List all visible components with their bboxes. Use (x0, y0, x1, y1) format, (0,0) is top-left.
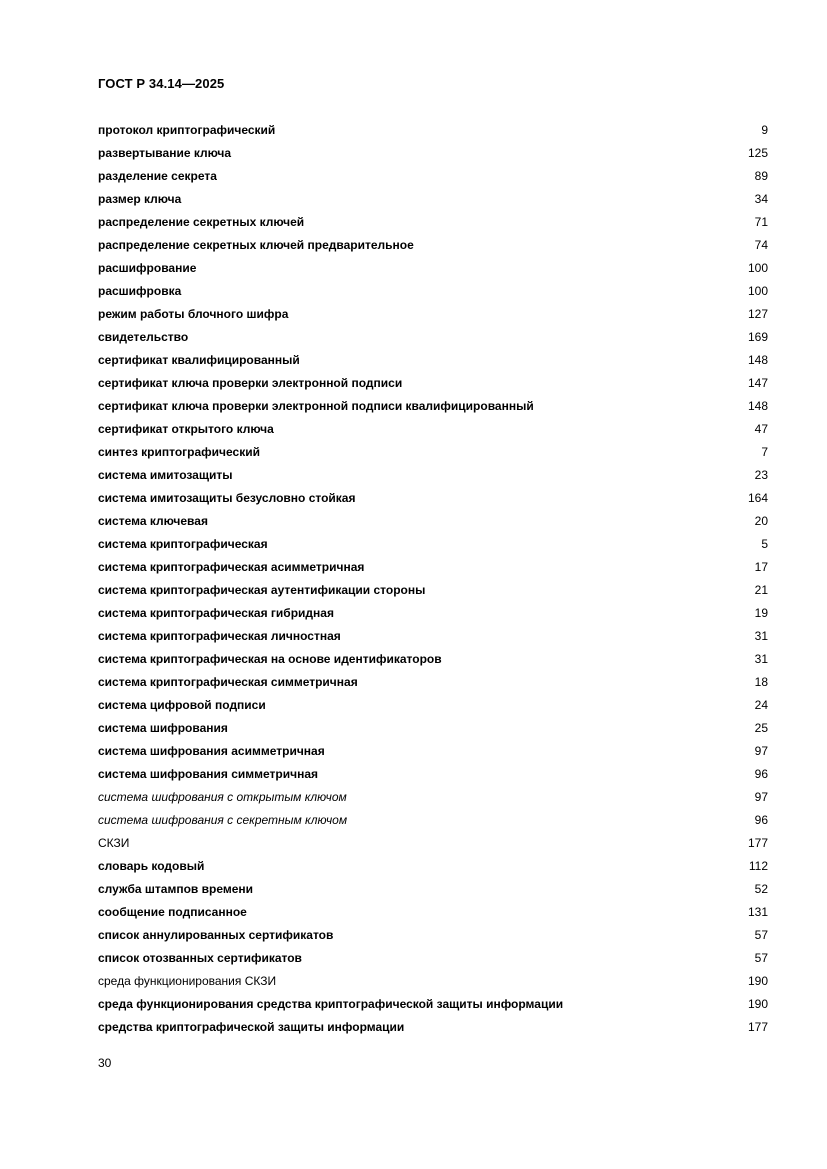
index-entry (98, 282, 768, 305)
index-term: синтез криптографический (98, 445, 260, 459)
index-term: система криптографическая асимметричная (98, 560, 365, 574)
index-term: список отозванных сертификатов (98, 951, 302, 965)
index-page-ref: 18 (754, 675, 768, 689)
index-page-ref: 148 (747, 353, 768, 367)
index-entry (98, 167, 768, 190)
index-term: словарь кодовый (98, 859, 205, 873)
index-entry (98, 742, 768, 765)
index-page-ref: 89 (754, 169, 768, 183)
index-term: система шифрования с секретным ключом (98, 813, 348, 827)
index-page-ref: 71 (754, 215, 768, 229)
index-entry (98, 673, 768, 696)
index-page-ref: 177 (747, 836, 768, 850)
index-entry (98, 627, 768, 650)
index-term: система криптографическая личностная (98, 629, 341, 643)
index-page-ref: 47 (754, 422, 768, 436)
index-entry (98, 190, 768, 213)
index-page-ref: 148 (747, 399, 768, 413)
index-page-ref: 127 (747, 307, 768, 321)
page-header: ГОСТ Р 34.14—2025 (98, 76, 225, 91)
index-term: распределение секретных ключей (98, 215, 305, 229)
index-entry (98, 305, 768, 328)
index-term: сертификат ключа проверки электронной подписи квалифицированный (98, 399, 534, 413)
index-entry (98, 558, 768, 581)
index-page-ref: 20 (754, 514, 768, 528)
index-term: служба штампов времени (98, 882, 254, 896)
index-entry (98, 880, 768, 903)
index-entry (98, 121, 768, 144)
index-term: система шифрования (98, 721, 228, 735)
index-term: список аннулированных сертификатов (98, 928, 334, 942)
index-term: система криптографическая (98, 537, 268, 551)
index-entry (98, 443, 768, 466)
index-entry (98, 1018, 768, 1041)
index-term: сертификат ключа проверки электронной подписи (98, 376, 403, 390)
index-page-ref: 97 (754, 744, 768, 758)
index-entry (98, 144, 768, 167)
index-entry (98, 995, 768, 1018)
index-page-ref: 57 (754, 951, 768, 965)
index-page-ref: 19 (754, 606, 768, 620)
index-entry (98, 581, 768, 604)
index-page-ref: 177 (747, 1020, 768, 1034)
index-entry (98, 903, 768, 926)
index-term: система криптографическая аутентификации стороны (98, 583, 426, 597)
index-entry (98, 972, 768, 995)
index-entry (98, 604, 768, 627)
index-entry (98, 650, 768, 673)
index-entry (98, 926, 768, 949)
index-page-ref: 21 (754, 583, 768, 597)
index-term: система криптографическая симметричная (98, 675, 358, 689)
index-term: система имитозащиты безусловно стойкая (98, 491, 356, 505)
index-term: система шифрования симметричная (98, 767, 319, 781)
index-entry (98, 236, 768, 259)
index-entry (98, 489, 768, 512)
index-term: сертификат квалифицированный (98, 353, 300, 367)
index-term: система имитозащиты (98, 468, 233, 482)
index-term: система ключевая (98, 514, 208, 528)
index-page-ref: 147 (747, 376, 768, 390)
index-entry (98, 420, 768, 443)
index-entry (98, 351, 768, 374)
index-page-ref: 96 (754, 813, 768, 827)
index-page-ref: 97 (754, 790, 768, 804)
index-page-ref: 52 (754, 882, 768, 896)
index-page-ref: 57 (754, 928, 768, 942)
index-page-ref: 5 (761, 537, 768, 551)
page-number: 30 (98, 1056, 112, 1070)
index-term: система криптографическая на основе идентификаторов (98, 652, 442, 666)
index-entry (98, 788, 768, 811)
index-entry (98, 696, 768, 719)
index-term: развертывание ключа (98, 146, 232, 160)
index-entry (98, 834, 768, 857)
index-page-ref: 34 (754, 192, 768, 206)
index-entry (98, 397, 768, 420)
index-term: среда функционирования СКЗИ (98, 974, 277, 988)
index-entry (98, 374, 768, 397)
index-entry (98, 811, 768, 834)
index-term: расшифрование (98, 261, 197, 275)
index-page-ref: 190 (747, 974, 768, 988)
index-page-ref: 100 (747, 261, 768, 275)
index-entry (98, 213, 768, 236)
index-term: среда функционирования средства криптографической защиты информации (98, 997, 564, 1011)
index-term: система цифровой подписи (98, 698, 266, 712)
index-page-ref: 31 (754, 629, 768, 643)
index-page-ref: 96 (754, 767, 768, 781)
index-term: распределение секретных ключей предварительное (98, 238, 414, 252)
index-page-ref: 9 (761, 123, 768, 137)
index-term: расшифровка (98, 284, 182, 298)
index-entry (98, 765, 768, 788)
index-entry (98, 857, 768, 880)
index-page-ref: 169 (747, 330, 768, 344)
index-page-ref: 31 (754, 652, 768, 666)
index-page-ref: 17 (754, 560, 768, 574)
alphabetical-index (98, 121, 768, 1041)
index-term: размер ключа (98, 192, 182, 206)
index-page-ref: 23 (754, 468, 768, 482)
index-entry (98, 535, 768, 558)
index-term: протокол криптографический (98, 123, 276, 137)
index-page-ref: 190 (747, 997, 768, 1011)
index-page-ref: 100 (747, 284, 768, 298)
index-page-ref: 125 (747, 146, 768, 160)
index-term: система шифрования асимметричная (98, 744, 325, 758)
index-entry (98, 719, 768, 742)
index-page-ref: 24 (754, 698, 768, 712)
index-page-ref: 25 (754, 721, 768, 735)
index-term: режим работы блочного шифра (98, 307, 289, 321)
index-page-ref: 74 (754, 238, 768, 252)
index-entry (98, 328, 768, 351)
index-term: разделение секрета (98, 169, 217, 183)
index-page-ref: 164 (747, 491, 768, 505)
index-term: сертификат открытого ключа (98, 422, 274, 436)
index-term: система шифрования с открытым ключом (98, 790, 347, 804)
index-page-ref: 7 (761, 445, 768, 459)
index-page-ref: 112 (748, 859, 768, 873)
index-term: средства криптографической защиты информации (98, 1020, 405, 1034)
index-entry (98, 949, 768, 972)
index-term: СКЗИ (98, 836, 130, 850)
index-entry (98, 466, 768, 489)
index-term: сообщение подписанное (98, 905, 247, 919)
index-term: свидетельство (98, 330, 189, 344)
index-entry (98, 259, 768, 282)
index-entry (98, 512, 768, 535)
index-term: система криптографическая гибридная (98, 606, 334, 620)
index-page-ref: 131 (747, 905, 768, 919)
